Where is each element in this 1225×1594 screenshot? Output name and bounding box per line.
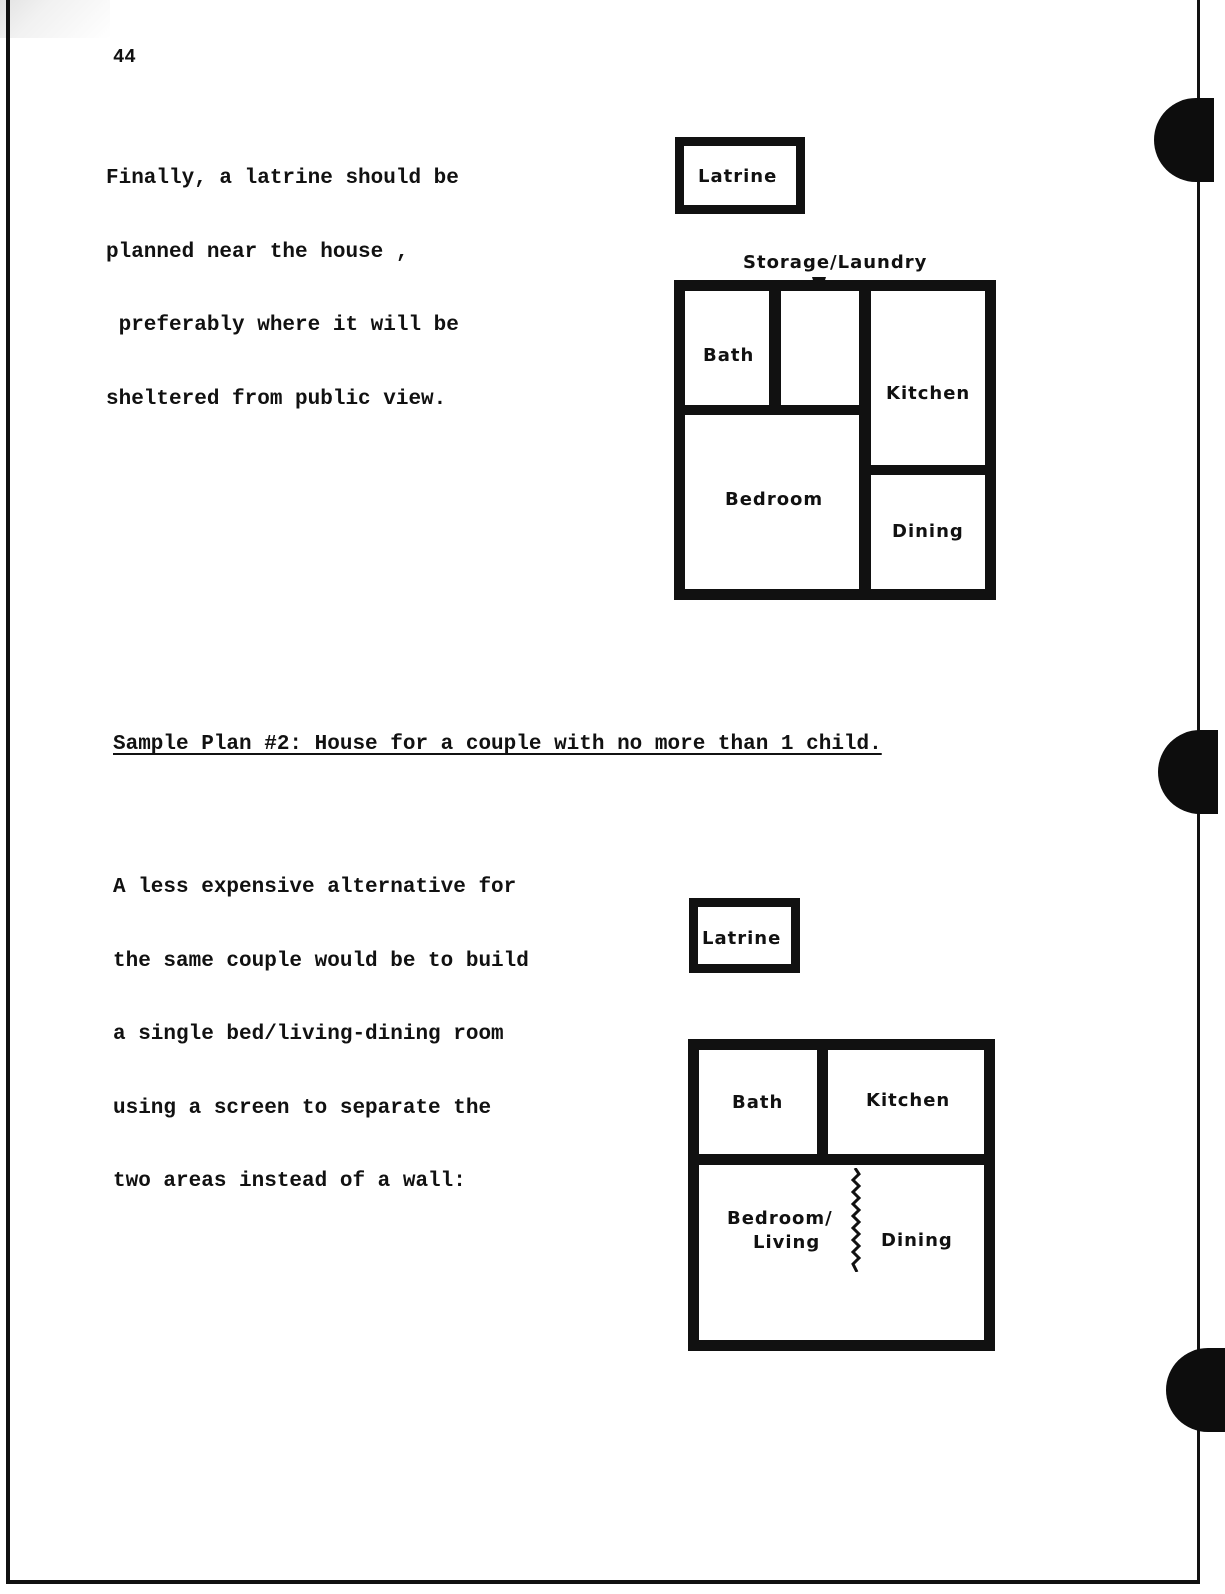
plan2-room-bedroom-living-line2: Living (753, 1232, 821, 1253)
plan1-wall (871, 465, 985, 475)
plan2-room-bedroom-living-line1: Bedroom/ (727, 1208, 833, 1229)
intro-line: Finally, a latrine should be (106, 167, 459, 190)
punch-hole-top (1154, 98, 1214, 182)
plan1-wall (859, 291, 871, 589)
plan1-floor-plan (674, 280, 996, 600)
intro-line: sheltered from public view. (106, 387, 447, 411)
plan2-floor-plan (688, 1039, 995, 1351)
punch-hole-bottom (1166, 1348, 1225, 1432)
scan-smudge (0, 0, 110, 38)
plan1-latrine (675, 137, 805, 214)
punch-hole-middle (1158, 730, 1218, 814)
plan1-storage-label: Storage/Laundry (743, 252, 928, 273)
intro-line: preferably where it will be (106, 314, 459, 337)
plan2-room-bedroom-living (727, 1207, 833, 1255)
section-heading: Sample Plan #2: House for a couple with no more than 1 child. (113, 733, 882, 756)
plan1-room-bath: Bath (703, 345, 755, 366)
plan1-room-kitchen: Kitchen (886, 383, 971, 404)
alt-line: the same couple would be to build (113, 949, 529, 973)
alt-line: two areas instead of a wall: (113, 1170, 466, 1193)
plan1-latrine-label: Latrine (698, 166, 778, 187)
plan2-room-dining: Dining (881, 1230, 953, 1251)
plan2-latrine (689, 898, 800, 973)
plan1-wall (769, 291, 781, 415)
plan2-latrine-label: Latrine (702, 928, 782, 949)
plan1-wall (685, 405, 871, 415)
page-border-bottom (6, 1580, 1200, 1584)
alt-paragraph (113, 827, 529, 1219)
plan1-room-dining: Dining (892, 521, 964, 542)
plan2-room-kitchen: Kitchen (866, 1090, 951, 1111)
alt-line: using a screen to separate the (113, 1096, 492, 1120)
intro-line: planned near the house , (106, 240, 409, 264)
plan2-wall (699, 1154, 984, 1165)
plan2-wall (817, 1050, 828, 1164)
alt-line: a single bed/living-dining room (113, 1023, 504, 1046)
plan2-room-bath: Bath (732, 1092, 784, 1113)
intro-paragraph (106, 118, 459, 437)
screen-divider-icon (849, 1168, 865, 1272)
page-border-left (6, 0, 10, 1584)
alt-line: A less expensive alternative for (113, 876, 517, 899)
page-number: 44 (113, 46, 136, 68)
plan1-room-bedroom: Bedroom (725, 489, 824, 510)
